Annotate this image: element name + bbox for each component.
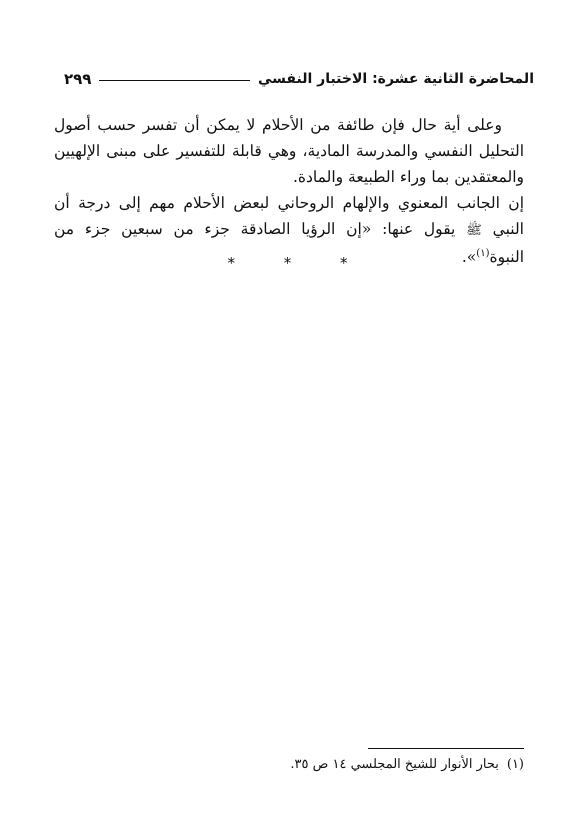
running-header: [64, 66, 534, 92]
quote-end: ».: [461, 248, 477, 266]
paragraph: وعلى أية حال فإن طائفة من الأحلام لا يمكن أن تفسر حسب أصول التحليل النفسي والمدرسة المادية، وهي قابلة للتفسير على مبنى الإلهيين والمعتقدين بما وراء الطبيعة والمادة.: [54, 116, 524, 186]
footnote-mark: (١): [506, 757, 524, 772]
footnote-reference[interactable]: (١): [476, 247, 490, 259]
quote-text: يقول عنها: «إن الرؤيا الصادقة جزء من سبعين جزء من النبوة: [54, 220, 524, 266]
body-text: [54, 112, 524, 270]
page-number: ٢٩٩: [64, 70, 92, 88]
chapter-title: المحاضرة الثانية عشرة: الاختبار النفسي: [258, 71, 534, 87]
section-separator: * * *: [227, 254, 370, 272]
footnote-rule: [368, 748, 524, 749]
footnote-text: بحار الأنوار للشيخ المجلسي ١٤ ص ٣٥.: [290, 757, 499, 772]
footnote: [290, 756, 524, 774]
header-rule: [99, 80, 250, 81]
honorific-symbol: ﷺ: [466, 223, 482, 238]
paragraph-text: إن الجانب المعنوي والإلهام الروحاني لبعض الأحلام مهم إلى درجة أن النبي: [54, 194, 524, 238]
